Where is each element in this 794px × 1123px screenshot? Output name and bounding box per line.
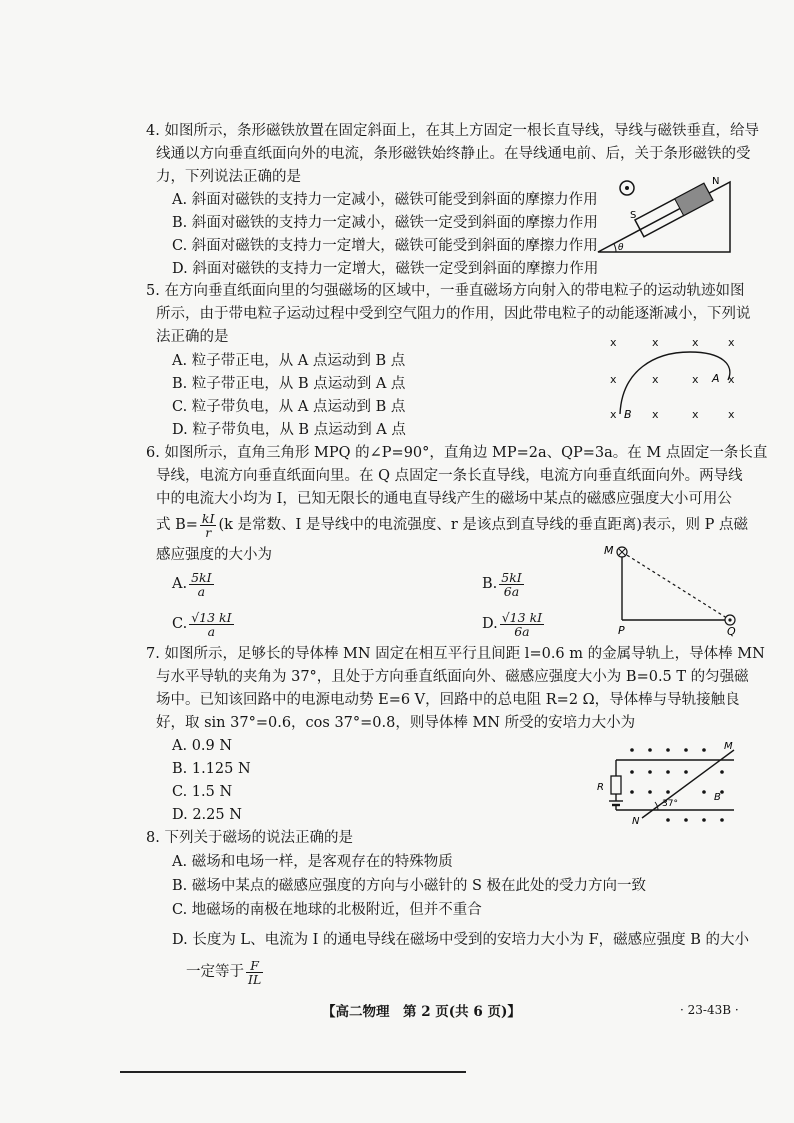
resistor-label: R: [597, 782, 604, 793]
svg-text:x: x: [692, 373, 699, 386]
rod-m-label: M: [724, 741, 733, 752]
vertex-p-label: P: [618, 624, 625, 637]
q7-line-3: 好，取 sin 37°=0.6，cos 37°=0.8，则导体棒 MN 所受的安培力大小为: [156, 715, 636, 731]
q4-option-d: D. 斜面对磁铁的支持力一定增大，磁铁一定受到斜面的摩擦力作用: [172, 261, 599, 277]
q8-option-d: D. 长度为 L、电流为 I 的通电导线在磁场中受到的安培力大小为 F，磁感应强度 B 的大小: [172, 932, 750, 948]
q4-option-c: C. 斜面对磁铁的支持力一定增大，磁铁可能受到斜面的摩擦力作用: [172, 238, 598, 254]
q7-option-b: B. 1.125 N: [172, 761, 251, 777]
label-theta: θ: [618, 243, 624, 253]
svg-text:x: x: [692, 408, 699, 421]
vertex-m-label: M: [604, 544, 614, 557]
svg-text:x: x: [728, 336, 735, 349]
q6-option-a: A. $\frac{5kI}{a}$: [172, 569, 212, 599]
svg-text:x: x: [652, 336, 659, 349]
q4-line-1: 线通以方向垂直纸面向外的电流，条形磁铁始终静止。在导线通电前、后，关于条形磁铁的受: [156, 146, 751, 162]
q4-line-2: 力，下列说法正确的是: [156, 169, 301, 185]
q7-line-1: 与水平导轨的夹角为 37°，且处于方向垂直纸面向外、磁感应强度大小为 B=0.5 T 的匀强磁: [156, 669, 749, 685]
svg-text:x: x: [652, 373, 659, 386]
q8-title: 8. 下列关于磁场的说法正确的是: [146, 830, 353, 846]
q4-option-b: B. 斜面对磁铁的支持力一定减小，磁铁一定受到斜面的摩擦力作用: [172, 215, 598, 231]
q7-option-d: D. 2.25 N: [172, 807, 242, 823]
q6-title: 6. 如图所示，直角三角形 MPQ 的∠P=90°，直角边 MP=2a、QP=3a。在 M 点固定一条长直: [146, 445, 768, 461]
q5-line-2: 法正确的是: [156, 329, 229, 345]
q5-option-b: B. 粒子带正电，从 B 点运动到 A 点: [172, 376, 406, 392]
q6-figure: [600, 540, 745, 640]
resistor: [611, 776, 621, 794]
q6-line-1: 导线，电流方向垂直纸面向里。在 Q 点固定一条长直导线，电流方向垂直纸面向外。两导线: [156, 468, 743, 484]
q5-option-c: C. 粒子带负电，从 A 点运动到 B 点: [172, 399, 406, 415]
svg-text:x: x: [728, 373, 735, 386]
svg-text:x: x: [610, 408, 617, 421]
point-a-label: A: [712, 372, 720, 385]
svg-text:x: x: [652, 408, 659, 421]
q5-figure: [600, 330, 745, 425]
svg-text:x: x: [610, 373, 617, 386]
q7-title: 7. 如图所示，足够长的导体棒 MN 固定在相互平行且间距 l=0.6 m 的金属导轨上，导体棒 MN: [146, 646, 765, 662]
q6-last-line: 感应强度的大小为: [156, 547, 272, 563]
q7-option-c: C. 1.5 N: [172, 784, 233, 800]
point-b-label: B: [624, 408, 632, 421]
q4-option-a: A. 斜面对磁铁的支持力一定减小，磁铁可能受到斜面的摩擦力作用: [172, 192, 598, 208]
vertex-q-label: Q: [727, 625, 736, 638]
q6-option-d: D. $\frac{√13 kI}{6a}$: [482, 609, 543, 639]
label-s: S: [630, 210, 637, 221]
q6-formula-line: 式 B= $\frac{kI}{r}$ (k 是常数、I 是导线中的电流强度、r 是该点到直导线的垂直距离)表示，则 P 点磁: [156, 510, 748, 540]
svg-text:x: x: [728, 408, 735, 421]
exam-code: · 23-43B ·: [680, 1003, 739, 1017]
q5-option-a: A. 粒子带正电，从 A 点运动到 B 点: [172, 353, 406, 369]
q8-option-c: C. 地磁场的南极在地球的北极附近，但并不重合: [172, 902, 482, 918]
incline: [598, 182, 730, 252]
q6-option-c: C. $\frac{√13 kI}{a}$: [172, 609, 232, 639]
rod-n-label: N: [632, 816, 640, 826]
q5-title: 5. 在方向垂直纸面向里的匀强磁场的区域中，一垂直磁场方向射入的带电粒子的运动轨迹如图: [146, 283, 745, 299]
q4-figure: [590, 170, 740, 260]
angle-label: 37°: [662, 799, 678, 809]
svg-text:x: x: [692, 336, 699, 349]
svg-text:x: x: [610, 336, 617, 349]
q5-line-1: 所示，由于带电粒子运动过程中受到空气阻力的作用，因此带电粒子的动能逐渐减小，下列说: [156, 306, 751, 322]
q7-figure: [592, 738, 742, 826]
label-n: N: [712, 176, 720, 187]
q8-option-d-cont: 一定等于 $\frac{F}{IL}$: [186, 957, 262, 987]
page-footer: 【高二物理 第 2 页(共 6 页)】: [322, 1004, 521, 1020]
field-b-label: B: [714, 792, 721, 803]
q8-option-a: A. 磁场和电场一样，是客观存在的特殊物质: [172, 854, 453, 870]
q5-option-d: D. 粒子带负电，从 B 点运动到 A 点: [172, 422, 406, 438]
q8-option-b: B. 磁场中某点的磁感应强度的方向与小磁针的 S 极在此处的受力方向一致: [172, 878, 647, 894]
q4-title: 4. 如图所示，条形磁铁放置在固定斜面上，在其上方固定一根长直导线，导线与磁铁垂直，给导: [146, 123, 759, 139]
q6-option-b: B. $\frac{5kI}{6a}$: [482, 569, 522, 599]
bottom-rule: [120, 1071, 466, 1073]
q7-line-2: 场中。已知该回路中的电源电动势 E=6 V，回路中的总电阻 R=2 Ω，导体棒与导轨接触良: [156, 692, 740, 708]
q6-line-2: 中的电流大小均为 I，已知无限长的通电直导线产生的磁场中某点的磁感应强度大小可用公: [156, 491, 732, 507]
q7-option-a: A. 0.9 N: [172, 738, 233, 754]
